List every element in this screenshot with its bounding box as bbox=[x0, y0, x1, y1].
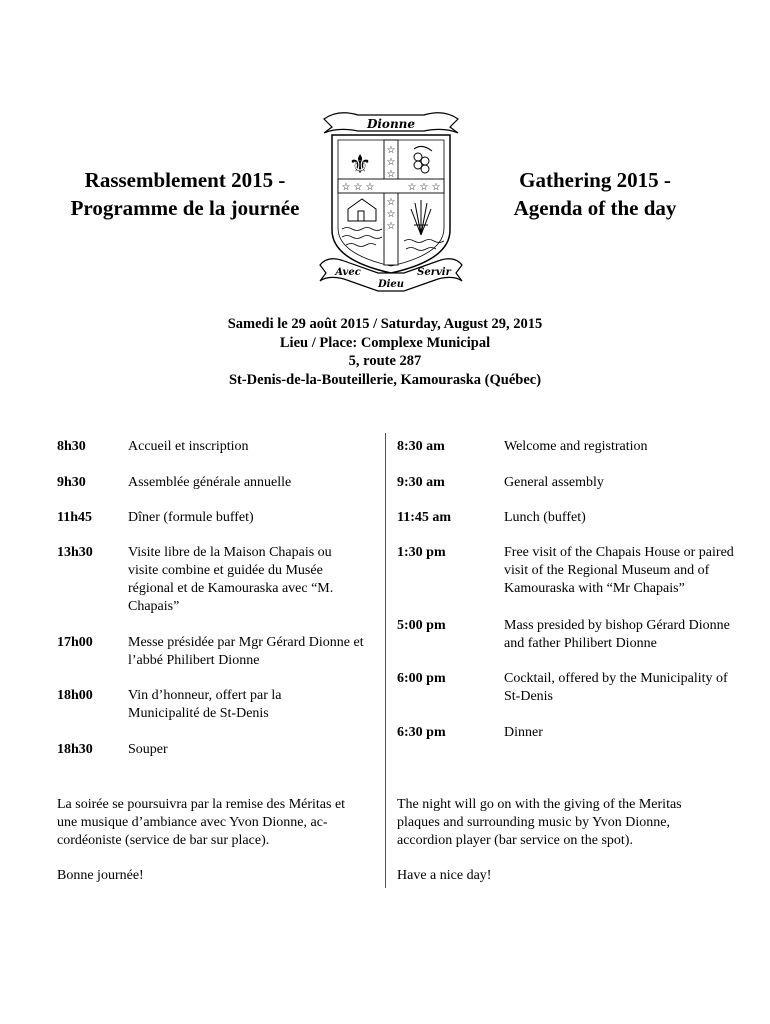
svg-text:☆: ☆ bbox=[386, 221, 396, 232]
agenda-time: 9:30 am bbox=[397, 475, 445, 490]
goodbye-english: Have a nice day! bbox=[397, 868, 492, 883]
closing-fr-line1: La soirée se poursuivra par la remise des Méritas et bbox=[57, 797, 346, 812]
closing-en-line2: plaques and surrounding music by Yvon Dionne, bbox=[397, 815, 670, 830]
title-french bbox=[40, 166, 330, 222]
svg-text:☆: ☆ bbox=[386, 209, 396, 220]
agenda-row bbox=[397, 670, 747, 706]
svg-text:☆: ☆ bbox=[419, 182, 429, 193]
agenda-time: 13h30 bbox=[57, 545, 93, 560]
agenda-time: 18h00 bbox=[57, 688, 93, 703]
title-en-line2: Agenda of the day bbox=[513, 196, 677, 220]
agenda-desc: Free visit of the Chapais House or paired visit of the Regional Museum and of Kamouraska with “Mr Chapais” bbox=[504, 545, 734, 596]
agenda-desc: Cocktail, offered by the Municipality of St-Denis bbox=[504, 671, 728, 704]
svg-text:☆: ☆ bbox=[365, 182, 375, 193]
agenda-desc: General assembly bbox=[504, 475, 604, 490]
agenda-row bbox=[397, 474, 604, 492]
event-date: Samedi le 29 août 2015 / Saturday, August 29, 2015 bbox=[227, 316, 543, 332]
agenda-row bbox=[57, 634, 377, 670]
agenda-row bbox=[397, 617, 747, 653]
agenda-row bbox=[397, 509, 586, 527]
svg-text:☆: ☆ bbox=[386, 197, 396, 208]
closing-en-line1: The night will go on with the giving of the Meritas bbox=[397, 797, 682, 812]
agenda-time: 9h30 bbox=[57, 475, 86, 490]
title-fr-line2: Programme de la journée bbox=[70, 196, 300, 220]
title-en-line1: Gathering 2015 - bbox=[519, 168, 671, 192]
agenda-row bbox=[57, 509, 254, 527]
coat-of-arms-logo bbox=[318, 105, 464, 295]
agenda-desc: Visite libre de la Maison Chapais ou visite combine et guidée du Musée régional et de Kamouraska avec “M. Chapais” bbox=[128, 545, 334, 614]
agenda-row bbox=[397, 544, 747, 598]
agenda-time: 8h30 bbox=[57, 439, 86, 454]
title-english bbox=[470, 166, 720, 222]
svg-text:☆: ☆ bbox=[386, 157, 396, 168]
agenda-desc: Vin d’honneur, offert par la Municipalité de St-Denis bbox=[128, 688, 282, 721]
agenda-desc: Accueil et inscription bbox=[128, 439, 249, 454]
agenda-desc: Messe présidée par Mgr Gérard Dionne et l’abbé Philibert Dionne bbox=[128, 635, 364, 668]
agenda-desc: Dîner (formule buffet) bbox=[128, 510, 254, 525]
svg-text:☆: ☆ bbox=[386, 169, 396, 180]
agenda-row bbox=[57, 687, 317, 723]
event-info bbox=[0, 315, 770, 389]
agenda-row bbox=[397, 438, 648, 456]
agenda-time: 6:00 pm bbox=[397, 671, 446, 686]
agenda-time: 1:30 pm bbox=[397, 545, 446, 560]
title-fr-line1: Rassemblement 2015 - bbox=[84, 168, 286, 192]
agenda-time: 11:45 am bbox=[397, 510, 452, 525]
crest-motto-center: Dieu bbox=[377, 279, 405, 290]
agenda-desc: Mass presided by bishop Gérard Dionne and father Philibert Dionne bbox=[504, 618, 730, 651]
goodbye-french: Bonne journée! bbox=[57, 868, 144, 883]
agenda-time: 17h00 bbox=[57, 635, 93, 650]
crest-top-motto: Dionne bbox=[366, 117, 416, 131]
agenda-desc: Dinner bbox=[504, 725, 543, 740]
closing-french bbox=[57, 796, 345, 850]
agenda-row bbox=[57, 474, 291, 492]
event-address: 5, route 287 bbox=[348, 353, 422, 369]
agenda-time: 5:00 pm bbox=[397, 618, 446, 633]
agenda-desc: Lunch (buffet) bbox=[504, 510, 586, 525]
agenda-time: 6:30 pm bbox=[397, 725, 446, 740]
closing-fr-line3: cordéoniste (service de bar sur place). bbox=[57, 833, 270, 848]
agenda-desc: Souper bbox=[128, 742, 168, 757]
closing-fr-line2: une musique d’ambiance avec Yvon Dionne, ac- bbox=[57, 815, 328, 830]
agenda-row bbox=[57, 438, 249, 456]
agenda-time: 18h30 bbox=[57, 742, 93, 757]
crest-motto-right: Servir bbox=[417, 267, 451, 278]
event-city: St-Denis-de-la-Bouteillerie, Kamouraska (Québec) bbox=[228, 371, 542, 388]
agenda-time: 8:30 am bbox=[397, 439, 445, 454]
svg-text:☆: ☆ bbox=[431, 182, 441, 193]
crest-motto-left: Avec bbox=[335, 267, 361, 278]
agenda-time: 11h45 bbox=[57, 510, 93, 525]
closing-en-line3: accordion player (bar service on the spot). bbox=[397, 833, 633, 848]
svg-text:⚜: ⚜ bbox=[348, 150, 372, 180]
svg-text:☆: ☆ bbox=[407, 182, 417, 193]
agenda-row bbox=[57, 544, 357, 616]
svg-text:☆: ☆ bbox=[353, 182, 363, 193]
agenda-row bbox=[57, 741, 168, 759]
closing-english bbox=[397, 796, 682, 850]
agenda-desc: Welcome and registration bbox=[504, 439, 648, 454]
svg-text:☆: ☆ bbox=[386, 145, 396, 156]
agenda-desc: Assemblée générale annuelle bbox=[128, 475, 292, 490]
column-divider bbox=[385, 433, 386, 888]
svg-text:☆: ☆ bbox=[341, 182, 351, 193]
event-place: Lieu / Place: Complexe Municipal bbox=[279, 334, 491, 351]
agenda-row bbox=[397, 724, 543, 742]
